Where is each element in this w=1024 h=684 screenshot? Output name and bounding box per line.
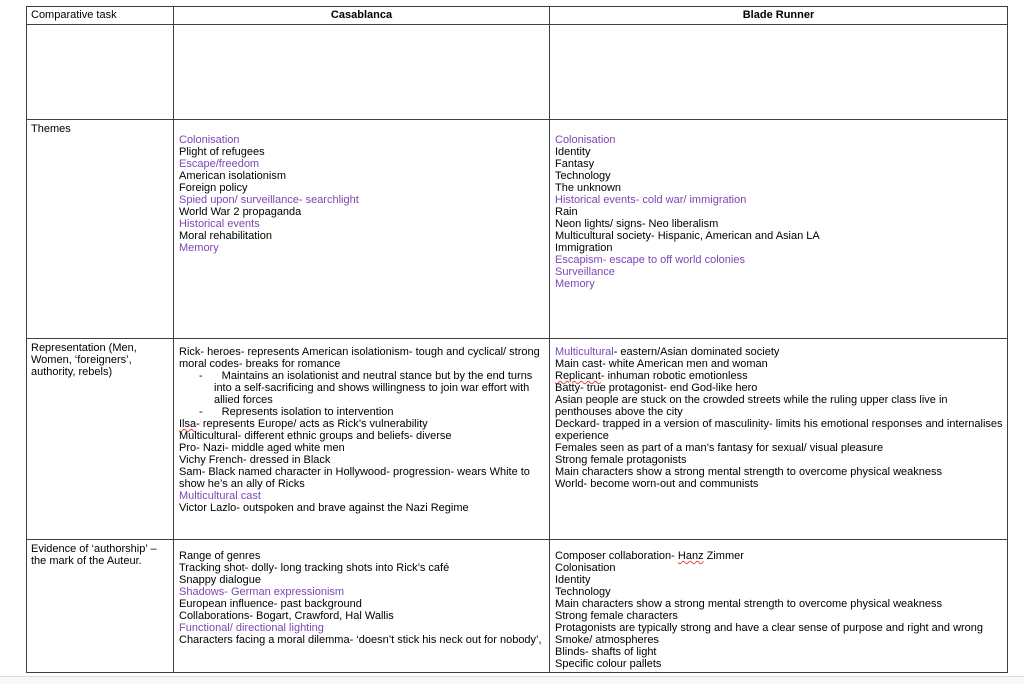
text-segment: Historical events- cold war/ immigration xyxy=(555,194,747,206)
blade-runner-cell-authorship xyxy=(550,540,1008,673)
casablanca-cell-empty xyxy=(174,25,550,120)
text-line xyxy=(555,478,1003,490)
text-segment: The unknown xyxy=(555,182,622,194)
text-line xyxy=(555,370,1003,382)
text-segment: Batty- true protagonist- end God-like hero xyxy=(555,382,758,394)
comparison-table xyxy=(26,6,1008,673)
text-segment: Strong female characters xyxy=(555,610,678,622)
text-segment: Colonisation xyxy=(179,134,240,146)
text-segment: Victor Lazlo- outspoken and brave against the Nazi Regime xyxy=(179,502,469,514)
casablanca-cell-representation xyxy=(174,339,550,540)
column-header-casablanca: Casablanca xyxy=(174,7,550,25)
text-line xyxy=(555,278,1003,290)
text-segment: Technology xyxy=(555,586,611,598)
text-segment: Technology xyxy=(555,170,611,182)
text-segment: Identity xyxy=(555,574,591,586)
text-segment: Deckard- trapped in a version of masculinity- limits his emotional responses and internalises experience xyxy=(555,418,1003,442)
text-segment: Historical events xyxy=(179,218,260,230)
text-line xyxy=(555,658,1003,670)
text-line xyxy=(555,194,1003,206)
text-line xyxy=(555,182,1003,194)
text-line xyxy=(555,382,1003,394)
text-segment: Composer collaboration- xyxy=(555,550,678,562)
text-line xyxy=(179,574,545,586)
text-line xyxy=(555,266,1003,278)
text-line xyxy=(555,394,1003,418)
text-line xyxy=(555,230,1003,242)
text-line xyxy=(555,442,1003,454)
misspelled-word: Replicant xyxy=(555,370,601,382)
casablanca-cell-themes xyxy=(174,120,550,339)
text-segment: Memory xyxy=(555,278,595,290)
text-segment: Snappy dialogue xyxy=(179,574,261,586)
bullet-marker: - xyxy=(199,406,203,418)
text-line xyxy=(179,218,545,230)
text-segment: Moral rehabilitation xyxy=(179,230,272,242)
text-segment: Represents isolation to intervention xyxy=(221,406,394,418)
text-segment: Multicultural cast xyxy=(179,490,261,502)
text-line xyxy=(555,610,1003,622)
table-row-authorship xyxy=(27,540,1008,673)
text-segment: Foreign policy xyxy=(179,182,248,194)
text-line xyxy=(555,254,1003,266)
text-line xyxy=(555,454,1003,466)
text-segment: Neon lights/ signs- Neo liberalism xyxy=(555,218,719,230)
text-segment: - represents Europe/ acts as Rick’s vulnerability xyxy=(196,418,428,430)
text-segment: Specific colour pallets xyxy=(555,658,662,670)
text-line xyxy=(179,490,545,502)
text-segment: Functional/ directional lighting xyxy=(179,622,324,634)
text-segment: Main cast- white American men and woman xyxy=(555,358,768,370)
table-row-empty xyxy=(27,25,1008,120)
text-segment: Females seen as part of a man’s fantasy for sexual/ visual pleasure xyxy=(555,442,884,454)
text-segment: - eastern/Asian dominated society xyxy=(613,346,780,358)
text-line xyxy=(555,170,1003,182)
text-segment: Asian people are stuck on the crowded streets while the ruling upper class live in penthouses above the city xyxy=(555,394,948,418)
text-line xyxy=(179,622,545,634)
text-line xyxy=(555,598,1003,610)
text-line xyxy=(179,170,545,182)
blade-runner-cell-themes xyxy=(550,120,1008,339)
text-segment: World War 2 propaganda xyxy=(179,206,302,218)
text-segment: Zimmer xyxy=(703,550,744,562)
misspelled-word: Hanz xyxy=(677,550,704,562)
text-line xyxy=(179,146,545,158)
text-line xyxy=(555,418,1003,442)
text-segment: Sam- Black named character in Hollywood- progression- wears White to show he’s an ally of Ricks xyxy=(179,466,530,490)
text-line xyxy=(555,562,1003,574)
table-row-representation xyxy=(27,339,1008,540)
text-line xyxy=(179,430,545,442)
text-segment: Blinds- shafts of light xyxy=(555,646,657,658)
text-segment: Vichy French- dressed in Black xyxy=(179,454,331,466)
text-segment: Colonisation xyxy=(555,134,616,146)
text-segment: Smoke/ atmospheres xyxy=(555,634,659,646)
bullet-line xyxy=(179,370,545,406)
text-segment: Colonisation xyxy=(555,562,616,574)
text-line xyxy=(179,562,545,574)
row-label-representation: Representation (Men, Women, ‘foreigners’, authority, rebels) xyxy=(27,339,174,540)
text-segment: Rain xyxy=(555,206,578,218)
text-segment: Fantasy xyxy=(555,158,595,170)
text-line xyxy=(555,466,1003,478)
row-label-authorship: Evidence of ‘authorship’ – the mark of the Auteur. xyxy=(27,540,174,673)
text-segment: Collaborations- Bogart, Crawford, Hal Wallis xyxy=(179,610,394,622)
bullet-marker: - xyxy=(199,370,203,382)
text-line xyxy=(555,218,1003,230)
text-line xyxy=(555,550,1003,562)
text-segment: European influence- past background xyxy=(179,598,362,610)
text-line xyxy=(179,194,545,206)
text-line xyxy=(179,502,545,514)
text-segment: Surveillance xyxy=(555,266,615,278)
text-segment: Multicultural society- Hispanic, American and Asian LA xyxy=(555,230,820,242)
text-segment: Escapism- escape to off world colonies xyxy=(555,254,745,266)
text-segment: Maintains an isolationist and neutral stance but by the end turns into a self-sacrificing and shows willingness to join war effort with allied forces xyxy=(214,370,533,406)
text-segment: Range of genres xyxy=(179,550,261,562)
text-segment: Immigration xyxy=(555,242,613,254)
casablanca-cell-authorship xyxy=(174,540,550,673)
text-line xyxy=(179,598,545,610)
table-row-themes xyxy=(27,120,1008,339)
text-line xyxy=(555,346,1003,358)
row-label-empty xyxy=(27,25,174,120)
text-segment: Characters facing a moral dilemma- ‘doesn’t stick his neck out for nobody’, xyxy=(179,634,542,646)
text-line xyxy=(179,158,545,170)
text-segment: Spied upon/ surveillance- searchlight xyxy=(179,194,359,206)
text-line xyxy=(179,550,545,562)
text-segment: World- become worn-out and communists xyxy=(555,478,759,490)
text-segment: Protagonists are typically strong and have a clear sense of purpose and right and wrong xyxy=(555,622,984,634)
text-segment: - inhuman robotic emotionless xyxy=(600,370,748,382)
text-line xyxy=(179,586,545,598)
text-line xyxy=(179,242,545,254)
text-segment: Pro- Nazi- middle aged white men xyxy=(179,442,345,454)
text-line xyxy=(179,182,545,194)
text-segment: Multicultural- different ethnic groups and beliefs- diverse xyxy=(179,430,452,442)
text-line xyxy=(555,574,1003,586)
text-line xyxy=(555,358,1003,370)
text-line xyxy=(555,646,1003,658)
text-line xyxy=(179,346,545,370)
bullet-line xyxy=(179,406,545,418)
text-line xyxy=(555,586,1003,598)
text-line xyxy=(555,134,1003,146)
text-line xyxy=(179,230,545,242)
text-line xyxy=(179,610,545,622)
text-line xyxy=(179,634,545,646)
table-body xyxy=(27,25,1008,673)
text-segment: American isolationism xyxy=(179,170,286,182)
text-line xyxy=(179,466,545,490)
text-segment: Main characters show a strong mental strength to overcome physical weakness xyxy=(555,466,943,478)
text-segment: Memory xyxy=(179,242,219,254)
column-header-blade-runner: Blade Runner xyxy=(550,7,1008,25)
text-line xyxy=(179,442,545,454)
text-segment: Multicultural xyxy=(555,346,614,358)
text-line xyxy=(555,242,1003,254)
text-segment: Tracking shot- dolly- long tracking shots into Rick’s café xyxy=(179,562,450,574)
text-segment: Plight of refugees xyxy=(179,146,265,158)
blade-runner-cell-representation xyxy=(550,339,1008,540)
text-line xyxy=(179,206,545,218)
page-edge-strip xyxy=(0,676,1024,684)
column-header-comparative-task: Comparative task xyxy=(27,7,174,25)
text-segment: Main characters show a strong mental strength to overcome physical weakness xyxy=(555,598,943,610)
text-segment: Identity xyxy=(555,146,591,158)
text-line xyxy=(555,634,1003,646)
row-label-themes: Themes xyxy=(27,120,174,339)
text-line xyxy=(179,454,545,466)
text-line xyxy=(179,134,545,146)
text-segment: Shadows- German expressionism xyxy=(179,586,345,598)
text-line xyxy=(555,158,1003,170)
text-segment: Escape/freedom xyxy=(179,158,260,170)
header-row xyxy=(27,7,1008,25)
blade-runner-cell-empty xyxy=(550,25,1008,120)
misspelled-word: Ilsa xyxy=(179,418,197,430)
text-line xyxy=(555,206,1003,218)
text-line xyxy=(555,146,1003,158)
text-line xyxy=(555,622,1003,634)
text-line xyxy=(179,418,545,430)
text-segment: Rick- heroes- represents American isolationism- tough and cyclical/ strong moral codes- breaks for romance xyxy=(179,346,540,370)
text-segment: Strong female protagonists xyxy=(555,454,687,466)
